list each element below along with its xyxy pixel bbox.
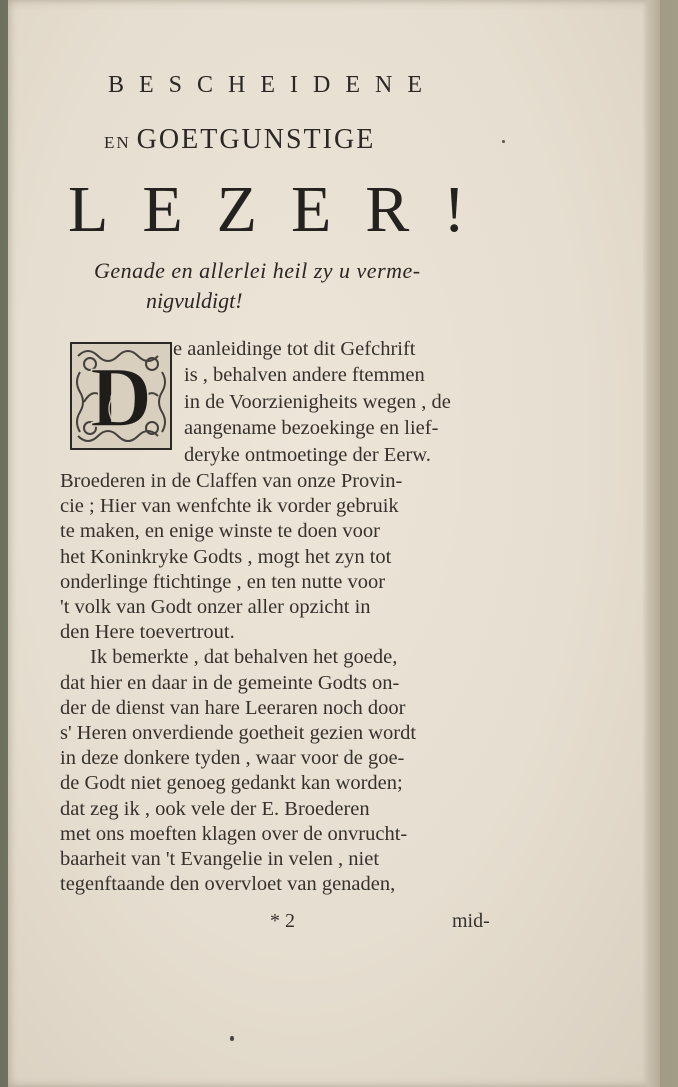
decorated-initial-d	[70, 342, 172, 450]
text-line: onderlinge ftichtinge , en ten nutte voor	[60, 570, 386, 593]
signature-mark: * 2	[270, 910, 295, 932]
text-line: is , behalven andere ftemmen	[184, 364, 425, 387]
text-line: aangename bezoekinge en lief-	[184, 417, 439, 440]
text-line: den Here toevertrout.	[60, 621, 235, 644]
heading-line-1: BESCHEIDENE	[108, 72, 437, 98]
book-page	[8, 0, 660, 1087]
text-line: in deze donkere tyden , waar voor de goe-	[60, 747, 405, 770]
text-line: te maken, en enige winste te doen voor	[60, 520, 380, 543]
text-line: e aanleidinge tot dit Gefchrift	[173, 338, 416, 360]
greeting-line-2: nigvuldigt!	[146, 288, 243, 313]
initial-letter: D	[89, 349, 153, 445]
ink-speck	[230, 1036, 234, 1041]
text-line: tegenftaande den overvloet van genaden,	[60, 873, 396, 896]
text-line: s' Heren onverdiende goetheit gezien wordt	[60, 722, 417, 744]
text-line: het Koninkryke Godts , mogt het zyn tot	[60, 545, 392, 568]
text-line: in de Voorzienigheits wegen , de	[184, 390, 451, 413]
text-line: der de dienst van hare Leeraren noch door	[60, 696, 406, 719]
heading-line-2-small: EN	[104, 133, 131, 152]
text-line: cie ; Hier van wenfchte ik vorder gebruik	[60, 495, 399, 518]
text-line: baarheit van 't Evangelie in velen , niet	[60, 848, 380, 870]
heading-line-2	[104, 124, 375, 156]
text-line: deryke ontmoetinge der Eerw.	[184, 443, 431, 466]
greeting-line-1: Genade en allerlei heil zy u verme-	[94, 258, 421, 283]
catchword: mid-	[452, 910, 490, 932]
paragraph-start-line: Ik bemerkte , dat behalven het goede,	[90, 646, 398, 669]
heading-line-3: LEZER!	[68, 173, 500, 246]
ink-dot-mark	[502, 140, 505, 143]
page-edge-shadow	[642, 0, 660, 1087]
heading-line-2-big: GOETGUNSTIGE	[136, 124, 376, 155]
text-line: met ons moeften klagen over de onvrucht-	[60, 822, 408, 845]
text-line: de Godt niet genoeg gedankt kan worden;	[60, 772, 403, 795]
text-line: Broederen in de Claffen van onze Provin-	[60, 470, 403, 492]
text-line: 't volk van Godt onzer aller opzicht in	[60, 596, 371, 618]
text-line: dat zeg ik , ook vele der E. Broederen	[60, 797, 370, 820]
text-line: dat hier en daar in de gemeinte Godts on-	[60, 671, 400, 694]
